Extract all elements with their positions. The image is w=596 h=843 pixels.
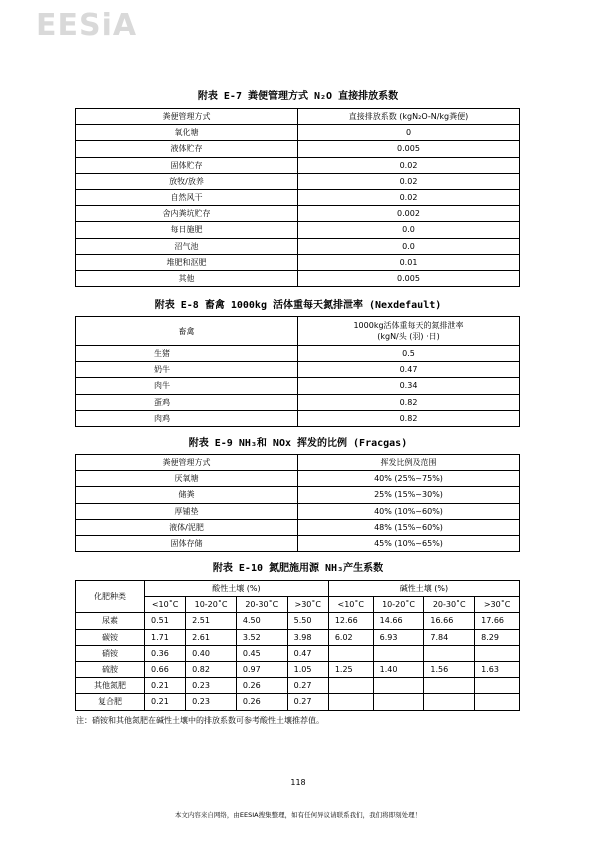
table-e10-cell: 0.47 <box>287 645 328 661</box>
table-e9-row <box>76 503 520 519</box>
table-e10-cell: 2.51 <box>186 613 237 629</box>
table-e7-cell: 固体贮存 <box>76 157 298 173</box>
table-e9-cell: 厚铺垫 <box>76 503 298 519</box>
footer-disclaimer: 本文内容来自网络，由EESIA搜集整理，如有任何异议请联系我们，我们将即刻处理！ <box>174 811 422 819</box>
table-e9-cell: 厌氧塘 <box>76 471 298 487</box>
table-e10-cell: 0.97 <box>236 661 287 677</box>
table-e8-header-rate-line1: 1000kg活体重每天的氮排泄率 <box>353 321 464 330</box>
table-e10-cell: 硝铵 <box>76 645 145 661</box>
table-e7-cell: 堆肥和沤肥 <box>76 254 298 270</box>
table-e7-cell: 0.02 <box>298 189 520 205</box>
table-e10-title: 附表 E-10 氮肥施用源 NH₃产生系数 <box>212 563 384 574</box>
table-e9-title: 附表 E-9 NH₃和 NOx 挥发的比例 (Fracgas) <box>188 438 408 449</box>
table-e9-cell: 25% (15%~30%) <box>298 487 520 503</box>
table-e10-row <box>76 645 520 661</box>
table-e7-cell: 0.005 <box>298 141 520 157</box>
table-e10-cell: 3.98 <box>287 629 328 645</box>
table-e10-cell: 0.23 <box>186 694 237 710</box>
table-e7-header-factor: 直接排放系数 (kgN₂O-N/kg粪便) <box>298 109 520 125</box>
table-e10-cell: 0.66 <box>145 661 186 677</box>
table-e7-row <box>76 270 520 286</box>
table-e7-cell: 0 <box>298 125 520 141</box>
table-e9-cell: 储粪 <box>76 487 298 503</box>
table-e8-cell: 肉鸡 <box>76 410 298 426</box>
table-e10-cell <box>424 645 475 661</box>
table-e7-cell: 0.0 <box>298 238 520 254</box>
table-e10-cell: 3.52 <box>236 629 287 645</box>
table-e10-cell: 1.71 <box>145 629 186 645</box>
table-e10-cell: 1.63 <box>475 661 520 677</box>
table-e10-row <box>76 694 520 710</box>
table-e7-row <box>76 141 520 157</box>
table-e10-temp-header: 20-30˚C <box>424 597 475 613</box>
table-e10-cell: 0.21 <box>145 678 186 694</box>
table-e10-cell: 0.27 <box>287 694 328 710</box>
table-e8-cell: 奶牛 <box>76 362 298 378</box>
table-e9-cell: 液体/泥肥 <box>76 519 298 535</box>
table-e7-row <box>76 157 520 173</box>
table-e9 <box>75 454 520 552</box>
table-e8-cell: 0.82 <box>298 394 520 410</box>
table-e10-cell: 硫胺 <box>76 661 145 677</box>
table-e10-temp-header: 10-20˚C <box>373 597 424 613</box>
table-e10-cell <box>373 694 424 710</box>
table-e10-cell: 17.66 <box>475 613 520 629</box>
table-e8-cell: 蛋鸡 <box>76 394 298 410</box>
table-e7-row <box>76 206 520 222</box>
table-e7-cell: 自然风干 <box>76 189 298 205</box>
table-e10-cell: 0.23 <box>186 678 237 694</box>
table-e10-cell: 12.66 <box>328 613 373 629</box>
table-e10-cell <box>373 678 424 694</box>
table-e7-cell: 0.0 <box>298 222 520 238</box>
table-e7-cell: 沼气池 <box>76 238 298 254</box>
table-e10-group-row <box>76 581 520 597</box>
table-e9-cell: 45% (10%~65%) <box>298 535 520 551</box>
table-e10-temp-header: >30˚C <box>475 597 520 613</box>
table-e10-cell: 1.56 <box>424 661 475 677</box>
table-e10-cell: 14.66 <box>373 613 424 629</box>
table-e10-cell: 2.61 <box>186 629 237 645</box>
eesia-logo: EESiA <box>36 8 138 43</box>
table-e9-row <box>76 487 520 503</box>
table-e10-cell: 1.40 <box>373 661 424 677</box>
table-e10-cell: 尿素 <box>76 613 145 629</box>
table-e10-cell <box>328 645 373 661</box>
table-e8 <box>75 316 520 427</box>
table-e8-row <box>76 410 520 426</box>
table-e10 <box>75 580 520 711</box>
table-e7-cell: 舍内粪坑贮存 <box>76 206 298 222</box>
table-e7-cell: 每日施肥 <box>76 222 298 238</box>
table-e10-temp-header: >30˚C <box>287 597 328 613</box>
table-e10-cell: 16.66 <box>424 613 475 629</box>
table-e10-cell: 7.84 <box>424 629 475 645</box>
table-e10-cell <box>373 645 424 661</box>
table-e7-cell: 氧化塘 <box>76 125 298 141</box>
table-e10-header-fertilizer: 化肥种类 <box>76 581 145 613</box>
table-e8-title: 附表 E-8 畜禽 1000kg 活体重每天氮排泄率 (Nexdefault) <box>154 300 442 311</box>
table-note: 注：硝铵和其他氮肥在碱性土壤中的排放系数可参考酸性土壤推荐值。 <box>76 716 324 725</box>
table-e10-cell <box>328 678 373 694</box>
table-e7-row <box>76 238 520 254</box>
table-e10-temp-header: 10-20˚C <box>186 597 237 613</box>
table-e8-header-rate <box>298 317 520 346</box>
table-e7-cell: 0.002 <box>298 206 520 222</box>
table-e8-cell: 生猪 <box>76 346 298 362</box>
table-e10-temp-header: 20-30˚C <box>236 597 287 613</box>
table-e10-temp-header: <10˚C <box>145 597 186 613</box>
table-e10-cell: 4.50 <box>236 613 287 629</box>
table-e10-cell: 1.25 <box>328 661 373 677</box>
table-e7-cell: 其他 <box>76 270 298 286</box>
table-e10-header-acid: 酸性土壤 (%) <box>145 581 329 597</box>
table-e10-cell: 0.36 <box>145 645 186 661</box>
table-e7-row <box>76 189 520 205</box>
table-e10-cell <box>475 645 520 661</box>
table-e7-cell: 0.01 <box>298 254 520 270</box>
table-e10-cell: 0.26 <box>236 694 287 710</box>
table-e10-cell <box>475 678 520 694</box>
table-e9-row <box>76 519 520 535</box>
table-e8-cell: 0.47 <box>298 362 520 378</box>
table-e10-cell: 0.40 <box>186 645 237 661</box>
table-e7-cell: 放牧/放养 <box>76 173 298 189</box>
table-e8-row <box>76 394 520 410</box>
table-e9-header-ratio: 挥发比例及范围 <box>298 455 520 471</box>
table-e7-row <box>76 173 520 189</box>
table-e7 <box>75 108 520 287</box>
table-e10-cell: 0.27 <box>287 678 328 694</box>
table-e7-row <box>76 254 520 270</box>
page-number: 118 <box>290 778 306 787</box>
table-e10-temp-header: <10˚C <box>328 597 373 613</box>
table-e8-header-animal: 畜禽 <box>76 317 298 346</box>
table-e9-header-row <box>76 455 520 471</box>
table-e10-cell: 0.26 <box>236 678 287 694</box>
table-e10-cell: 6.93 <box>373 629 424 645</box>
table-e8-header-rate-line2: (kgN/头 (羽) ·日) <box>377 332 440 341</box>
table-e8-header-row <box>76 317 520 346</box>
table-e10-cell: 0.82 <box>186 661 237 677</box>
table-e7-row <box>76 222 520 238</box>
table-e9-cell: 固体存储 <box>76 535 298 551</box>
table-e10-cell <box>424 694 475 710</box>
table-e10-cell: 0.51 <box>145 613 186 629</box>
table-e10-cell: 碳铵 <box>76 629 145 645</box>
table-e10-cell: 5.50 <box>287 613 328 629</box>
table-e10-row <box>76 613 520 629</box>
table-e10-cell: 8.29 <box>475 629 520 645</box>
table-e7-row <box>76 125 520 141</box>
table-e10-cell: 1.05 <box>287 661 328 677</box>
table-e8-row <box>76 346 520 362</box>
table-e10-cell: 6.02 <box>328 629 373 645</box>
table-e10-cell: 0.21 <box>145 694 186 710</box>
table-e8-cell: 0.5 <box>298 346 520 362</box>
table-e7-header-method: 粪便管理方式 <box>76 109 298 125</box>
table-e10-header-alkaline: 碱性土壤 (%) <box>328 581 519 597</box>
table-e8-row <box>76 362 520 378</box>
table-e8-cell: 0.82 <box>298 410 520 426</box>
table-e9-row <box>76 535 520 551</box>
table-e10-row <box>76 678 520 694</box>
table-e8-cell: 0.34 <box>298 378 520 394</box>
table-e7-cell: 0.005 <box>298 270 520 286</box>
table-e9-row <box>76 471 520 487</box>
table-e9-cell: 40% (10%~60%) <box>298 503 520 519</box>
table-e7-cell: 液体贮存 <box>76 141 298 157</box>
table-e10-cell: 复合肥 <box>76 694 145 710</box>
table-e9-cell: 48% (15%~60%) <box>298 519 520 535</box>
table-e10-cell <box>475 694 520 710</box>
table-e8-cell: 肉牛 <box>76 378 298 394</box>
table-e7-header-row <box>76 109 520 125</box>
table-e9-cell: 40% (25%~75%) <box>298 471 520 487</box>
table-e9-header-method: 粪便管理方式 <box>76 455 298 471</box>
table-e8-row <box>76 378 520 394</box>
table-e10-row <box>76 661 520 677</box>
table-e7-title: 附表 E-7 粪便管理方式 N₂O 直接排放系数 <box>197 91 399 102</box>
table-e7-cell: 0.02 <box>298 173 520 189</box>
table-e10-cell: 0.45 <box>236 645 287 661</box>
table-e7-cell: 0.02 <box>298 157 520 173</box>
table-e10-cell <box>328 694 373 710</box>
table-e10-cell: 其他氮肥 <box>76 678 145 694</box>
table-e10-row <box>76 629 520 645</box>
table-e10-cell <box>424 678 475 694</box>
